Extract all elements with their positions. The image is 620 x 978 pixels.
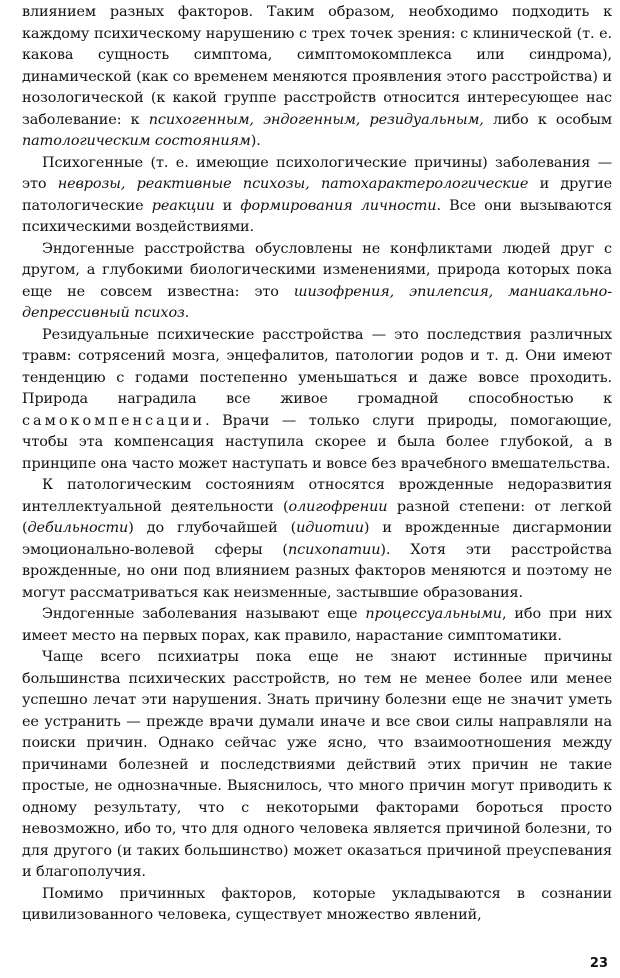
paragraph [22, 884, 612, 927]
italic-term: психопатии [287, 541, 381, 558]
text-run: , ибо при них имеет место на первых порах, как правило, нарастание симптоматики. [22, 606, 612, 644]
paragraph [22, 325, 612, 476]
text-run: Эндогенные расстройства обусловлены не конфликтами людей друг с другом, а глубокими биологическими изменениями, природа которых пока еще не совсем известна: это [22, 240, 612, 300]
text-run: Резидуальные психические расстройства — это последствия различных травм: сотрясений мозга, энцефалитов, патологии родов и т. д. Они имеют тенденцию с годами постепенно уменьшаться и даже вовсе проходить. Природа наградила все живое громадной способностью к [22, 326, 612, 407]
italic-term: шизофрения, эпилепсия, маниакально-депрессивный психоз [22, 283, 612, 321]
italic-term: дебильности [27, 520, 129, 536]
text-run: и другие патологические [22, 176, 613, 214]
italic-term: процессуальными [365, 606, 502, 622]
text-run: Психогенные (т. е. имеющие психологические причины) заболевания — это [22, 154, 612, 192]
text-run: Помимо причинных факторов, которые укладываются в сознании цивилизованного человека, существует множество явлений, [22, 885, 612, 923]
paragraph [22, 604, 612, 647]
italic-term: формирования личности [240, 197, 437, 214]
text-run: либо к особым [483, 111, 612, 128]
italic-term: олигофрении [288, 498, 388, 515]
text-run: . [184, 305, 190, 321]
paragraph [22, 239, 612, 325]
text-run: . Все они вызываются психическими воздействиями. [22, 197, 613, 235]
text-run: . Врачи — только слуги природы, помогающие, чтобы эта компенсация наступила скорее и была более глубокой, а в принципе она часто может наступать и вовсе без врачебного вмешательства. [22, 412, 612, 472]
italic-term: идиотии [296, 520, 364, 536]
text-run: Эндогенные заболевания называют еще [42, 606, 366, 622]
text-run: влиянием разных факторов. Таким образом, необходимо подходить к каждому психическому нарушению с трех точек зрения: с клинической (т. е. какова сущность симптома, симптомокомплекса или синдрома), динамической (как со временем меняются проявления этого расстройства) и нозологической (к какой группе расстройств относится интересующее нас заболевание: к [22, 4, 612, 128]
spaced-term: самокомпенсации [22, 412, 206, 429]
text-run: К патологическим состояниям относятся врожденные недоразвития интеллектуальной деятельности ( [22, 477, 612, 515]
paragraph [22, 475, 612, 604]
text-run: Чаще всего психиатры пока еще не знают истинные причины большинства психических расстройств, но тем не менее более или менее успешно лечат эти нарушения. Знать причину болезни еще не значит уметь ее устранить — прежде врачи думали иначе и все свои силы направляли на поиски причин. Однако сейчас уже ясно, что взаимоотношения между причинами болезней и последствиями действий этих причин не такие простые, не однозначные. Выяснилось, что много причин могут приводить к одному результату, что с некоторыми факторами бороться просто невозможно, ибо то, что для одного человека является причиной болезни, то для другого (и таких большинство) может оказаться причиной преуспевания и благополучия. [22, 649, 612, 880]
text-run: ). Хотя эти расстройства врожденные, но они под влиянием разных факторов меняются и поэтому не могут рассматриваться как неизменные, застывшие образования. [22, 541, 612, 601]
italic-term: патологическим состояниям [22, 133, 251, 149]
paragraph [22, 2, 612, 153]
text-run: ) и врожденные дисгармонии эмоционально-волевой сферы ( [22, 520, 612, 558]
italic-term: неврозы, реактивные психозы, патохарактерологические [57, 176, 529, 192]
italic-term: психогенным, эндогенным, резидуальным, [148, 111, 484, 128]
text-run: ) до глубочайшей ( [128, 520, 297, 536]
text-run: ). [250, 133, 261, 149]
text-run: и [214, 197, 241, 214]
body-text [22, 2, 612, 927]
paragraph [22, 153, 612, 239]
page-number: 23 [589, 956, 608, 971]
italic-term: реакции [151, 197, 215, 214]
paragraph [22, 647, 612, 884]
text-run: разной степени: от легкой ( [22, 498, 613, 536]
